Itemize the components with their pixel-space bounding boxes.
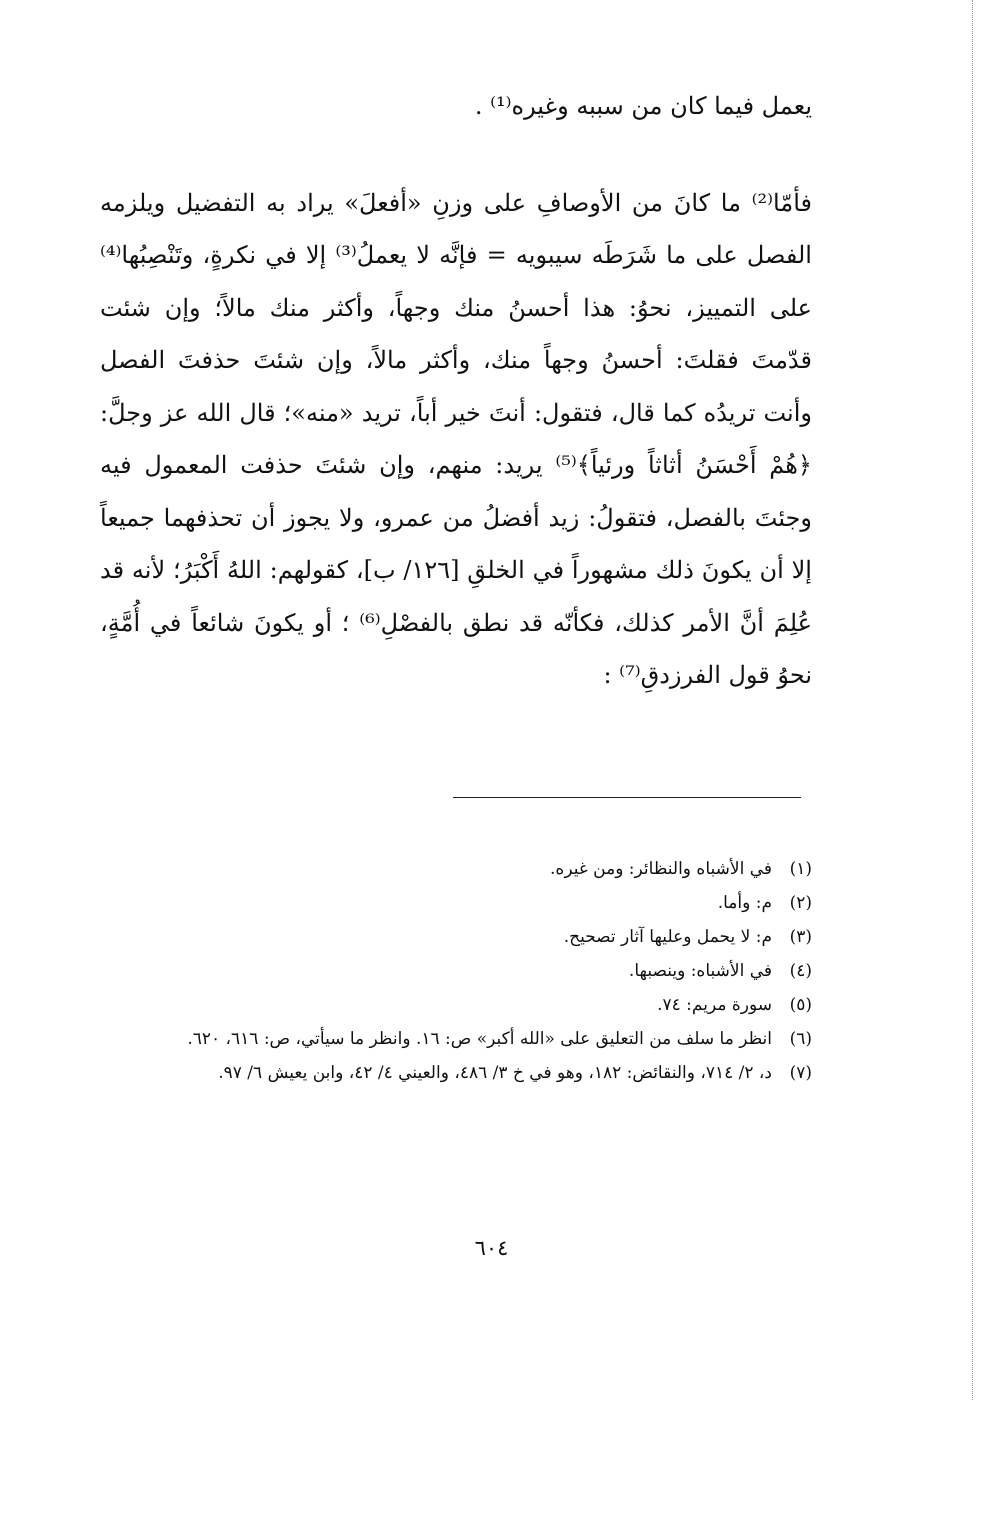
footnote-text: م: وأما.	[717, 893, 772, 913]
footnote-number: (١)	[789, 859, 812, 879]
footnote-number: (٥)	[789, 995, 812, 1015]
text-line: أثاثاً ورئياً﴾⁽⁵⁾ يريد: منهم، وإن شئتَ حذفت المعمول فيه وجئتَ	[100, 451, 812, 532]
text-line: يعمل فيما كان من سببه وغيره⁽¹⁾ .	[474, 92, 812, 120]
paragraph-2	[100, 177, 812, 702]
footnote	[100, 852, 812, 886]
main-text-block	[100, 80, 812, 702]
footnote-text: م: لا يحمل وعليها آثار تصحيح.	[563, 927, 772, 947]
text-line: نكرةٍ، وتَنْصِبُها⁽⁴⁾ على التمييز، نحوُ: هذا أحسنُ منك وجهاً،	[100, 241, 812, 322]
text-line: بالفصل، فتقولُ: زيد أفضلُ من عمرو، ولا يجوز أن تحذفهما	[163, 503, 746, 532]
footnote-text: في الأشباه: وينصبها.	[628, 961, 772, 981]
footnote	[100, 988, 812, 1022]
footnote-text: انظر ما سلف من التعليق على «الله أكبر» ص: ١٦. وانظر ما سيأتي، ص: ٦١٦، ٦٢٠.	[187, 1029, 772, 1049]
text-line: ويلزمه الفصل على ما شَرَطَه سيبويه = فإنَّه لا يعملُ⁽³⁾ إلا في	[100, 188, 812, 269]
footnote-number: (٤)	[789, 961, 812, 981]
footnote-text: في الأشباه والنظائر: ومن غيره.	[550, 859, 772, 879]
footnote	[100, 920, 812, 954]
scan-edge-line	[972, 0, 973, 1400]
text-line: وأكثر مالاً، وإن شئتَ حذفتَ الفصل وأنت تريدُه كما قال،	[100, 346, 812, 427]
footnote-number: (٣)	[789, 927, 812, 947]
footnote-number: (٢)	[789, 893, 812, 913]
footnote	[100, 886, 812, 920]
text-line: وأكثر منك مالاً؛ وإن شئت قدّمتَ فقلتَ: أحسنُ وجهاً منك،	[100, 293, 813, 374]
footnote-text: سورة مريم: ٧٤.	[657, 995, 772, 1015]
text-line: فأمّا⁽²⁾ ما كانَ من الأوصافِ على وزنِ «أفعلَ» يراد به التفضيل	[175, 188, 812, 217]
paragraph-gap	[100, 133, 812, 177]
footnotes	[100, 852, 812, 1090]
footnote-number: (٧)	[789, 1063, 812, 1083]
page-number: ٦٠٤	[474, 1236, 509, 1260]
text-line: فتقول: أنتَ خير أباً، تريد «منه»؛ قال الله عز وجلَّ: ﴿هُمْ أَحْسَنُ	[100, 398, 812, 479]
text-line: جميعاً إلا أن يكونَ ذلك مشهوراً في الخلقِ [١٢٦/ ب]، كقولهم:	[100, 503, 812, 584]
footnote	[100, 1056, 812, 1090]
footnote	[100, 954, 812, 988]
footnote	[100, 1022, 812, 1056]
paragraph-1	[100, 80, 812, 133]
footnote-separator	[453, 797, 801, 798]
text-line: بالفصْلِ⁽⁶⁾ ؛ أو يكونَ شائعاً في أُمَّةٍ، نحوُ قول الفرزدقِ⁽⁷⁾ :	[100, 608, 812, 689]
footnote-number: (٦)	[789, 1029, 812, 1049]
text-line: اللهُ أَكْبَرُ؛ لأنه قد عُلِمَ أنَّ الأمر كذلك، فكأنّه قد نطق	[100, 556, 812, 637]
footnote-text: د، ٢/ ٧١٤، والنقائض: ١٨٢، وهو في خ ٣/ ٤٨٦، والعيني ٤/ ٤٢، وابن يعيش ٦/ ٩٧.	[218, 1063, 772, 1083]
